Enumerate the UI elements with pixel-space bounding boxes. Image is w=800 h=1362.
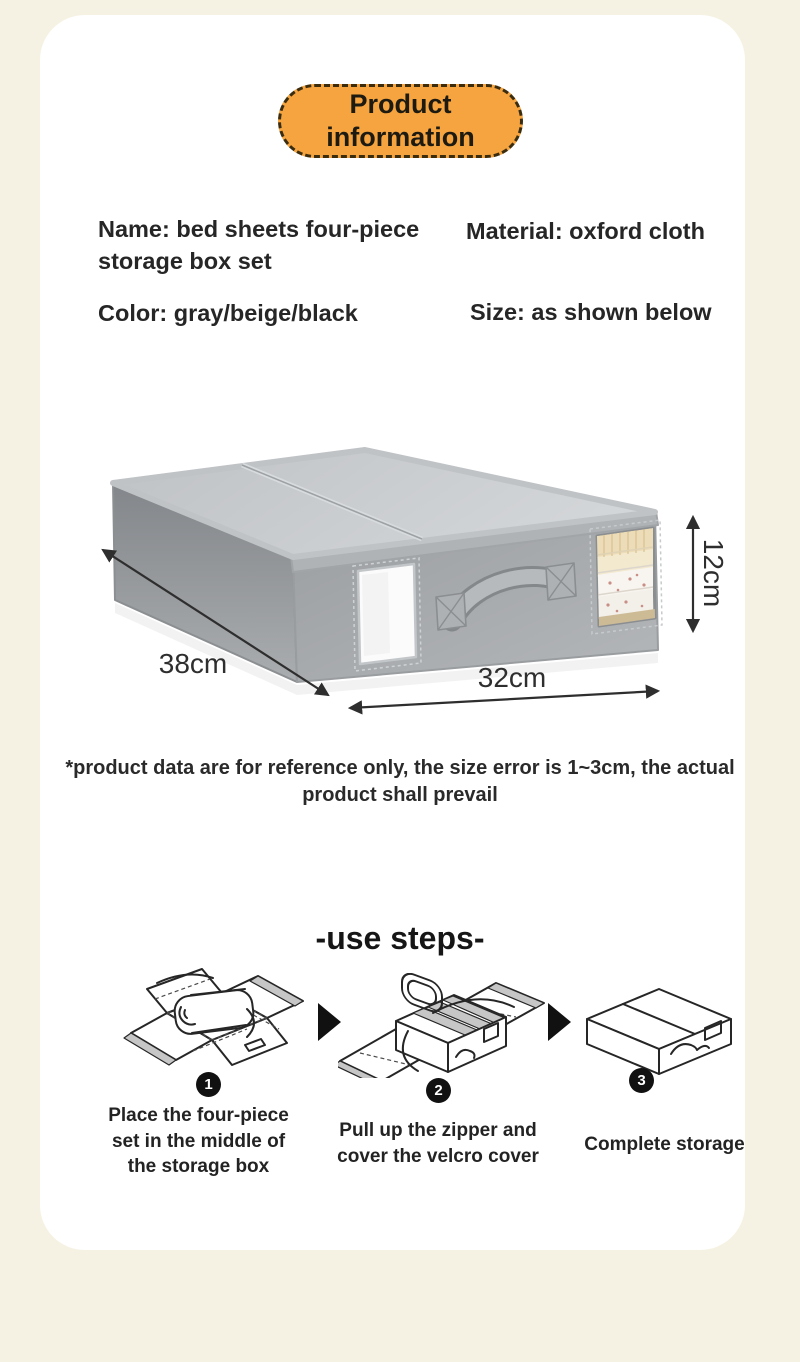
spec-size: Size: as shown below — [470, 299, 712, 325]
step1-illustration — [95, 963, 315, 1073]
step3-illustration — [573, 983, 748, 1078]
dimension-arrow-height — [693, 517, 729, 631]
step2-caption: Pull up the zipper and cover the velcro cover — [337, 1120, 539, 1167]
step-number-badge: 2 — [426, 1078, 451, 1103]
handle-left-patch — [436, 593, 466, 630]
product-box-figure — [70, 425, 730, 760]
dimension-width-label: 32cm — [477, 662, 547, 693]
handle-right-patch — [546, 563, 576, 600]
step3-caption: Complete storage — [584, 1134, 745, 1155]
spec-name: Name: bed sheets four-piece storage box set — [98, 216, 420, 274]
step-number-badge: 3 — [629, 1068, 654, 1093]
linen-window-contents — [597, 528, 655, 635]
step1-caption: Place the four-piece set in the middle of the storage box — [108, 1105, 289, 1177]
badge-line2: information — [326, 122, 475, 152]
product-information-badge — [278, 84, 523, 158]
spec-material: Material: oxford cloth — [466, 218, 705, 244]
dimension-height-label: 12cm — [698, 538, 729, 608]
arrow-right-icon — [548, 1003, 571, 1041]
disclaimer-text: *product data are for reference only, the size error is 1~3cm, the actual product shall prevail — [65, 757, 735, 806]
step2-illustration — [338, 973, 548, 1078]
use-steps-title: -use steps- — [315, 920, 485, 956]
dimension-depth-label: 38cm — [158, 648, 228, 679]
badge-line1: Product — [349, 89, 452, 119]
step-number-badge: 1 — [196, 1072, 221, 1097]
spec-color: Color: gray/beige/black — [98, 300, 358, 326]
